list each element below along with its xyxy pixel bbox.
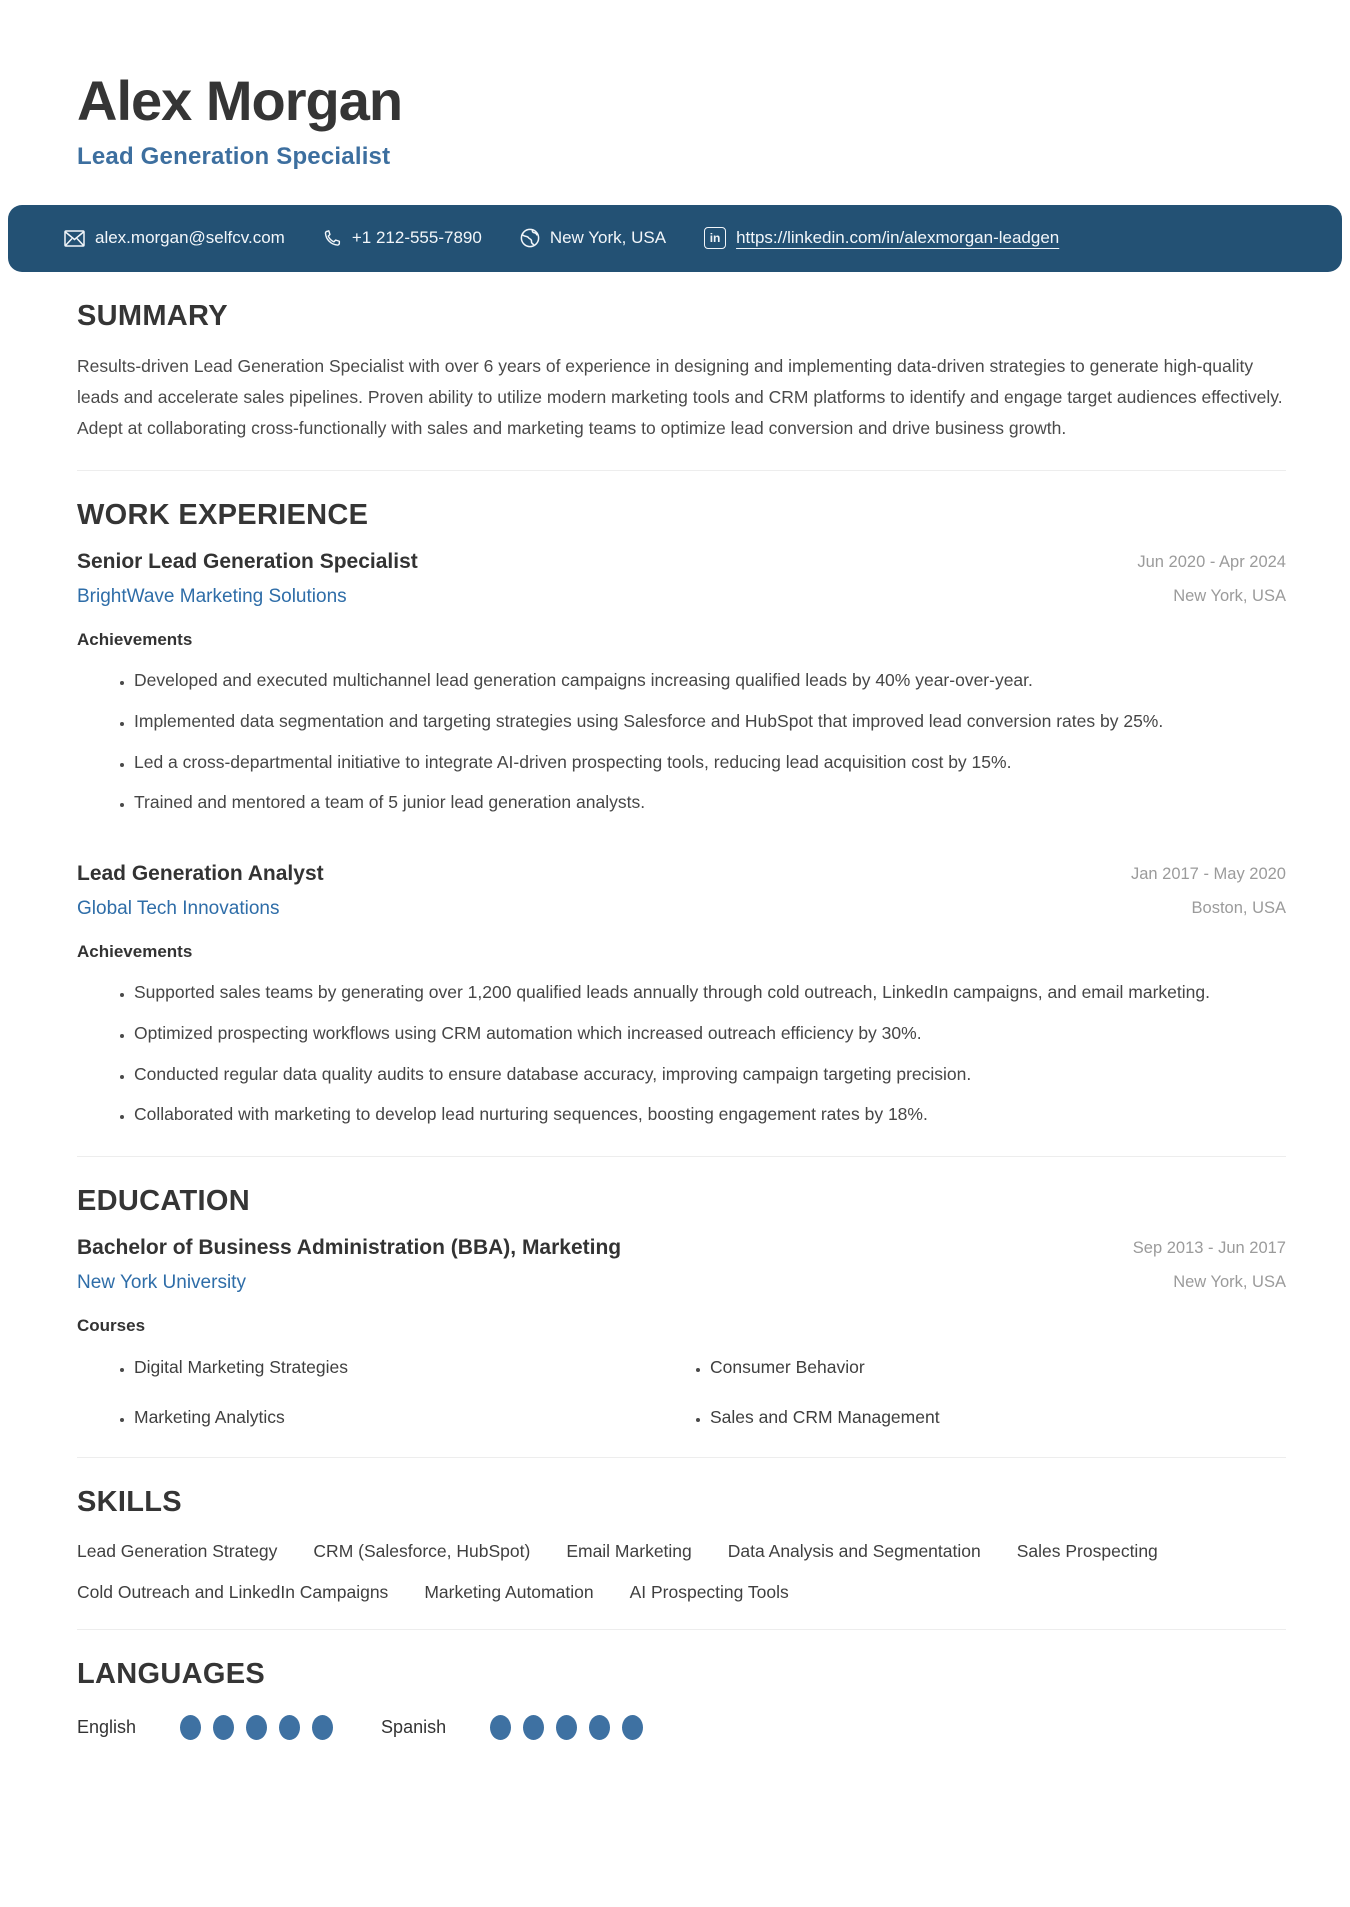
language-level-dot [523,1715,544,1740]
linkedin-icon: in [704,227,726,249]
language-level-dot [279,1715,300,1740]
education-location: New York, USA [1173,1272,1286,1291]
skill-item: Sales Prospecting [1016,1540,1158,1561]
envelope-icon [64,230,85,247]
contact-email-text: alex.morgan@selfcv.com [95,228,285,248]
skill-item: Data Analysis and Segmentation [727,1540,981,1561]
language-item [381,1715,643,1740]
language-level-dot [622,1715,643,1740]
achievements-label: Achievements [77,630,193,650]
job-location: Boston, USA [1191,898,1286,917]
language-level-dot [180,1715,201,1740]
job-title: Lead Generation Analyst [77,862,324,886]
achievement-item: • Collaborated with marketing to develop lead nurturing sequences, boosting engagement rates by 18%. [134,1100,1286,1130]
job-company-link: Global Tech Innovations [77,898,280,920]
job-title-company [77,550,418,608]
skills-heading: SKILLS [77,1485,182,1518]
contact-email [64,228,285,248]
language-level-dot [589,1715,610,1740]
language-name: Spanish [381,1716,447,1737]
education-heading: EDUCATION [77,1185,250,1218]
achievement-item: • Optimized prospecting workflows using CRM automation which increased outreach efficiency by 30%. [134,1019,1286,1049]
achievements-list [77,978,1286,1130]
degree-school [77,1236,621,1294]
job-entry [77,550,1286,818]
contact-linkedin [704,227,1059,249]
languages-list [77,1715,1286,1740]
language-level-dots [490,1715,643,1740]
work-experience-heading: WORK EXPERIENCE [77,499,369,532]
achievement-item: • Implemented data segmentation and targeting strategies using Salesforce and HubSpot that improved lead conversion rates by 25%. [134,707,1286,737]
education-meta [1133,1236,1286,1290]
skill-item: Cold Outreach and LinkedIn Campaigns [77,1581,389,1602]
achievement-item: • Developed and executed multichannel lead generation campaigns increasing qualified leads by 40% year-over-year. [134,666,1286,696]
contact-location-text: New York, USA [549,228,667,248]
section-skills [77,1457,1286,1629]
achievement-item: • Conducted regular data quality audits to ensure database accuracy, improving campaign targeting precision. [134,1060,1286,1090]
job-meta [1137,550,1286,604]
courses-list [77,1354,1286,1431]
skill-item: Marketing Automation [424,1581,594,1602]
skills-list [77,1541,1286,1603]
course-item: • Sales and CRM Management [710,1404,1286,1430]
section-languages [77,1629,1286,1766]
section-summary [77,272,1286,470]
summary-heading: SUMMARY [77,299,228,332]
linkedin-link[interactable]: https://linkedin.com/in/alexmorgan-leadgen [736,228,1060,248]
job-title-company [77,862,324,920]
language-level-dot [213,1715,234,1740]
contact-location [520,228,666,248]
skill-item: AI Prospecting Tools [629,1581,789,1602]
course-item: • Consumer Behavior [710,1354,1286,1380]
person-name: Alex Morgan [77,69,403,132]
achievement-item: • Trained and mentored a team of 5 junior lead generation analysts. [134,788,1286,818]
language-level-dot [556,1715,577,1740]
phone-icon [323,229,342,248]
job-meta [1131,862,1286,916]
achievement-item: • Led a cross-departmental initiative to integrate AI-driven prospecting tools, reducing lead acquisition cost by 15%. [134,748,1286,778]
language-level-dot [490,1715,511,1740]
language-level-dots [180,1715,333,1740]
course-item: • Digital Marketing Strategies [134,1354,710,1380]
job-company-link: BrightWave Marketing Solutions [77,586,347,608]
job-location: New York, USA [1173,586,1286,605]
contact-phone [323,228,482,248]
degree-title: Bachelor of Business Administration (BBA), Marketing [77,1236,622,1260]
education-entry [77,1236,1286,1431]
course-item: • Marketing Analytics [134,1404,710,1430]
section-education [77,1156,1286,1457]
language-level-dot [246,1715,267,1740]
skill-item: Email Marketing [566,1540,692,1561]
contact-phone-text: +1 212-555-7890 [351,228,482,248]
courses-label: Courses [77,1316,146,1336]
job-title: Senior Lead Generation Specialist [77,550,418,574]
skill-item: Lead Generation Strategy [77,1540,278,1561]
language-item [77,1715,333,1740]
skill-item: CRM (Salesforce, HubSpot) [313,1540,531,1561]
job-dates: Jun 2020 - Apr 2024 [1137,553,1286,572]
resume-header [77,0,1286,171]
achievements-label: Achievements [77,942,193,962]
person-job-title: Lead Generation Specialist [77,142,391,170]
school-link: New York University [77,1272,246,1294]
globe-icon [520,228,540,248]
achievement-item: • Supported sales teams by generating over 1,200 qualified leads annually through cold outreach, LinkedIn campaigns, and email marketing. [134,978,1286,1008]
education-dates: Sep 2013 - Jun 2017 [1132,1239,1286,1258]
contact-bar [8,205,1342,272]
language-name: English [77,1716,137,1737]
section-work-experience [77,470,1286,1156]
job-entry [77,862,1286,1130]
languages-heading: LANGUAGES [77,1657,265,1690]
achievements-list [77,666,1286,818]
summary-text: Results-driven Lead Generation Specialist with over 6 years of experience in designing and implementing data-driven strategies to generate high-quality leads and accelerate sales pipelines. Proven ability to utilize modern marketing tools and CRM platforms to identify and engage target audiences effectively. Adept at collaborating cross-functionally with sales and marketing teams to optimize lead conversion and drive business growth. [77,355,1283,439]
language-level-dot [312,1715,333,1740]
job-dates: Jan 2017 - May 2020 [1130,865,1286,884]
